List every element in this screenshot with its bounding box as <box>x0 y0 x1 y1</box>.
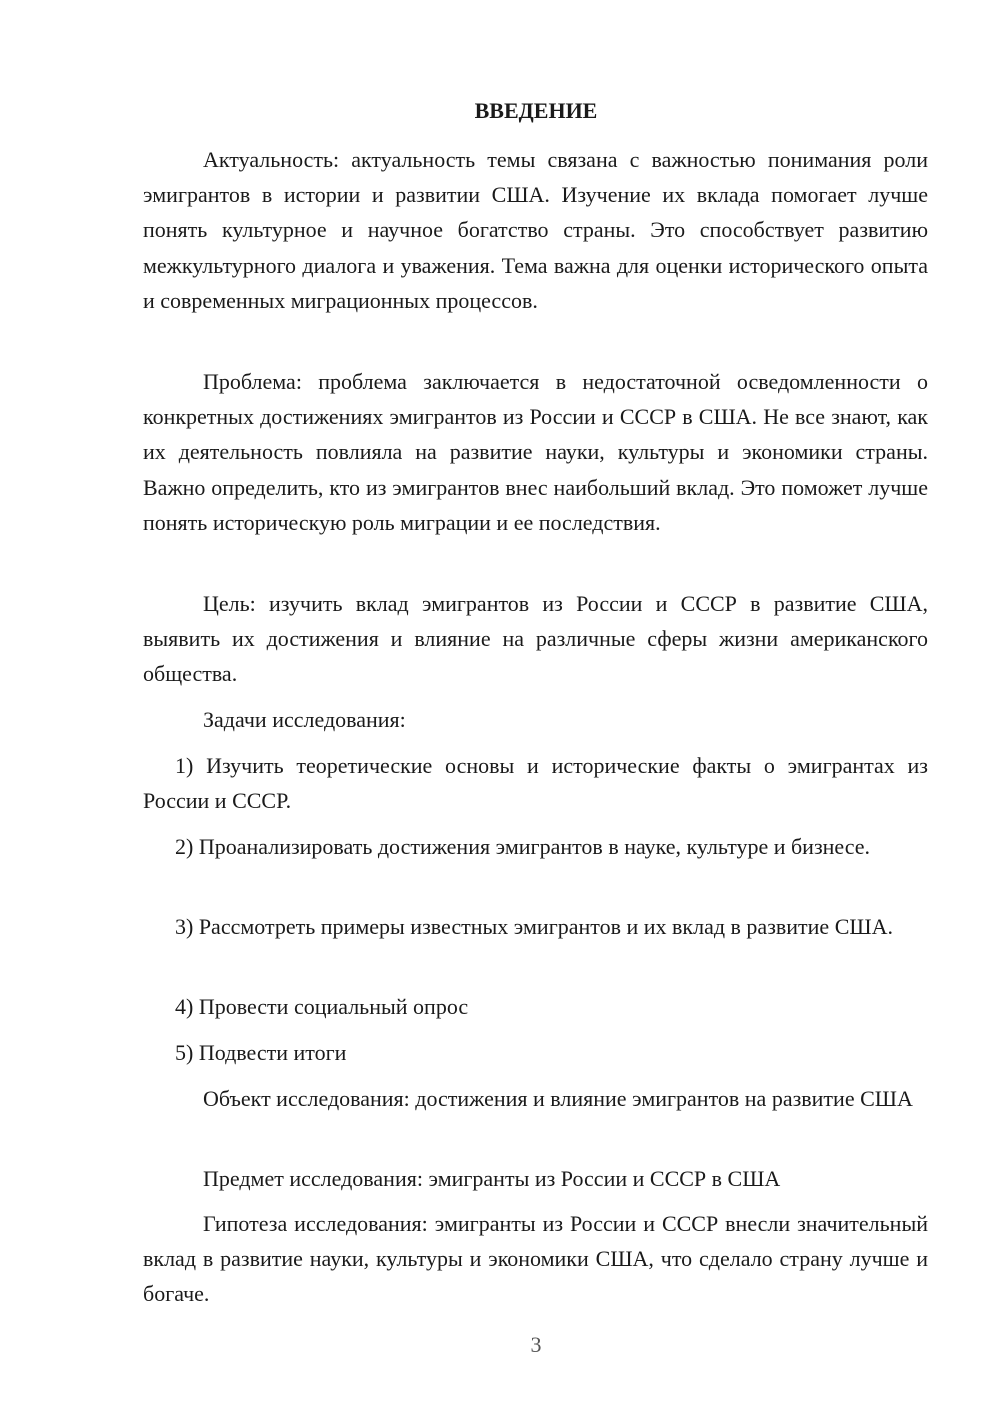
paragraph-problem: Проблема: проблема заключается в недостаточной осведомленности о конкретных достижениях эмигрантов из России и СССР в США. Не все знают, как их деятельность повлияла на развитие науки, культуры и экономики страны. Важно определить, кто из эмигрантов внес наибольший вклад. Это поможет лучше понять историческую роль миграции и ее последствия. <box>143 369 928 535</box>
task-item-2: 2) Проанализировать достижения эмигрантов в науке, культуре и бизнесе. <box>175 834 871 859</box>
tasks-heading: Задачи исследования: <box>203 707 406 732</box>
task-item-5: 5) Подвести итоги <box>175 1040 347 1065</box>
paragraph-goal: Цель: изучить вклад эмигрантов из России и СССР в развитие США, выявить их достижения и влияние на различные сферы жизни американского общества. <box>143 591 928 687</box>
paragraph-hypothesis: Гипотеза исследования: эмигранты из России и СССР внесли значительный вклад в развитие науки, культуры и экономики США, что сделало страну лучше и богаче. <box>143 1211 928 1307</box>
paragraph-relevance: Актуальность: актуальность темы связана с важностью понимания роли эмигрантов в истории и развитии США. Изучение их вклада помогает лучше понять культурное и научное богатство страны. Это способствует развитию межкультурного диалога и уважения. Тема важна для оценки исторического опыта и современных миграционных процессов. <box>143 147 928 313</box>
paragraph-subject: Предмет исследования: эмигранты из России и СССР в США <box>203 1166 781 1191</box>
task-item-4: 4) Провести социальный опрос <box>175 994 469 1019</box>
paragraph-object: Объект исследования: достижения и влияние эмигрантов на развитие США <box>203 1086 913 1111</box>
page-number: 3 <box>530 1332 542 1357</box>
page-title: ВВЕДЕНИЕ <box>474 98 598 123</box>
task-item-3: 3) Рассмотреть примеры известных эмигрантов и их вклад в развитие США. <box>175 914 893 939</box>
task-item-1: 1) Изучить теоретические основы и исторические факты о эмигрантах из России и СССР. <box>143 753 928 814</box>
